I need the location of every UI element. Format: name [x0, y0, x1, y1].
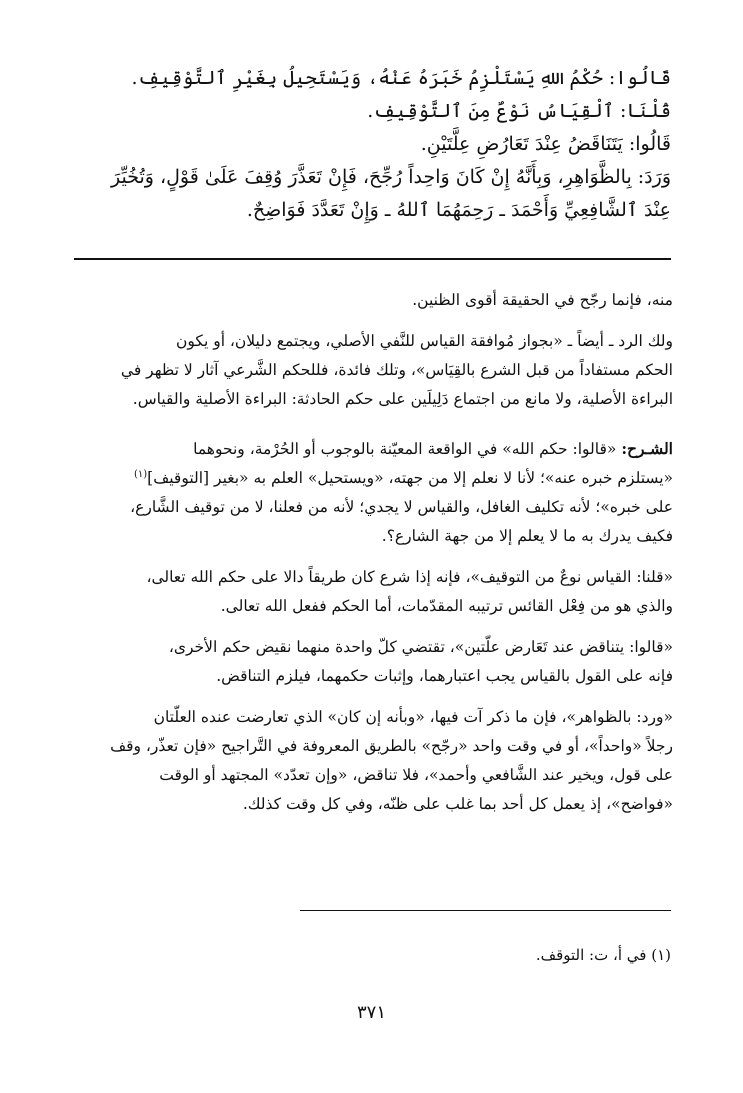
matn-text-block [70, 62, 671, 227]
matn-line-5: عِنْدَ ٱلشَّافِعِيِّ وَأَحْمَدَ ـ رَحِمَهُمَا ٱللهُ ـ وَإِنْ تَعَدَّدَ فَوَاضِحٌ. [246, 199, 671, 221]
text-fragment: «قالوا: حكم الله» في الواقعة المعيّنة بالوجوب أو الحُرْمة، ونحوهما [193, 440, 617, 458]
footnote-divider [300, 910, 671, 911]
footnote-ref: (١) [133, 468, 148, 480]
text-line: منه، فإنما رجّح في الحقيقة أقوى الظنين. [412, 291, 673, 309]
text-line: ولك الرد ـ أيضاً ـ «بجواز مُوافقة القياس للنَّفي الأصلي، ويجتمع دليلان، أو يكون [176, 332, 673, 350]
text-line: الحكم مستفاداً من قبل الشرع بالقِيَاس»، وتلك فائدة، فللحكم الشَّرعي آثار لا تظهر في [120, 361, 673, 379]
paragraph-qulna [70, 563, 673, 621]
text-line: فإنه على القول بالقياس يجب اعتبارهما، وإثبات حكمهما، فيلزم التناقض. [216, 667, 673, 685]
text-line: رجلاً «واحداً»، أو في وقت واحد «رجّح» بالطريق المعروفة في التَّراجيح «فإن تعذّر، وقف [110, 737, 673, 755]
page-number: ٣٧١ [356, 1002, 386, 1023]
commentary-text [70, 286, 673, 831]
text-line: «قلنا: القياس نوعٌ من التوقيف»، فإنه إذا شرع كان طريقاً دالا على حكم الله تعالى، [146, 568, 673, 586]
text-line: «ورد: بالظواهر»، فإن ما ذكر آت فيها، «وبأنه إن كان» الذي تعارضت عنده العلّتان [153, 708, 673, 726]
matn-line-1: قَالُوا: حُكْمُ اللهِ يَسْتَلْزِمُ خَبَرَهُ عَنْهُ، وَيَسْتَحِيلُ بِغَيْرِ ٱلتَّوْقِيفِ. [131, 67, 671, 89]
paragraph-rebuttal [70, 327, 673, 414]
sharh-label: الشـرح: [621, 439, 673, 458]
text-line [70, 434, 673, 464]
footnote: (١) في أ، ت: التوقف. [535, 946, 671, 964]
paragraph-sharh [70, 434, 673, 551]
paragraph-warad [70, 703, 673, 819]
text-line: «قالوا: يتناقض عند تَعَارض علّتين»، تقتضي كلّ واحدة منهما نقيض حكم الأخرى، [168, 638, 673, 656]
text-fragment: «يستلزم خبره عنه»؛ لأنا لا نعلم إلا من جهته، «ويستحيل» العلم به «بغير [التوقيف] [147, 469, 673, 487]
text-line: البراءة الأصلية، ولا مانع من اجتماع دَلِيلَين على حكم الحادثة: البراءة الأصلية والقياس. [132, 390, 673, 408]
text-line: والذي هو من فِعْل القائس ترتيبه المقدّمات، أما الحكم ففعل الله تعالى. [220, 597, 673, 615]
matn-line-3: قَالُوا: يَتَنَاقَضُ عِنْدَ تَعَارُضِ عِلَّتَيْنِ. [420, 133, 671, 155]
section-divider [74, 258, 671, 260]
text-line: «فواضح»، إذ يعمل كل أحد بما غلب على ظنّه، وفي كل وقت كذلك. [242, 795, 673, 813]
text-line: فكيف يدرك به ما لا يعلم إلا من جهة الشارع؟. [381, 527, 673, 545]
text-line [70, 464, 673, 493]
text-line: على خبره»؛ لأنه تكليف الغافل، والقياس لا يجدي؛ لأنه من فعلنا، لا من توقيف الشَّارع، [130, 498, 673, 516]
text-line: على قول، ويخير عند الشَّافعي وأحمد»، فلا تناقض، «وإن تعدّد» المجتهد أو الوقت [159, 766, 673, 784]
matn-line-4: وَرَدَ: بِالظَّوَاهِرِ، وَبِأَنَّهُ إِنْ كَانَ وَاحِداً رُجِّحَ، فَإِنْ تَعَذَّرَ وُقِفَ عَلَىٰ قَوْلٍ، وَتُخُيِّرَ [111, 166, 671, 188]
paragraph-continuation [70, 286, 673, 315]
matn-paragraph [70, 62, 671, 227]
matn-line-2: قُلْنَا: ٱلْقِيَاسُ نَوْعٌ مِنَ ٱلتَّوْقِيفِ. [367, 100, 671, 122]
paragraph-qalu [70, 633, 673, 691]
